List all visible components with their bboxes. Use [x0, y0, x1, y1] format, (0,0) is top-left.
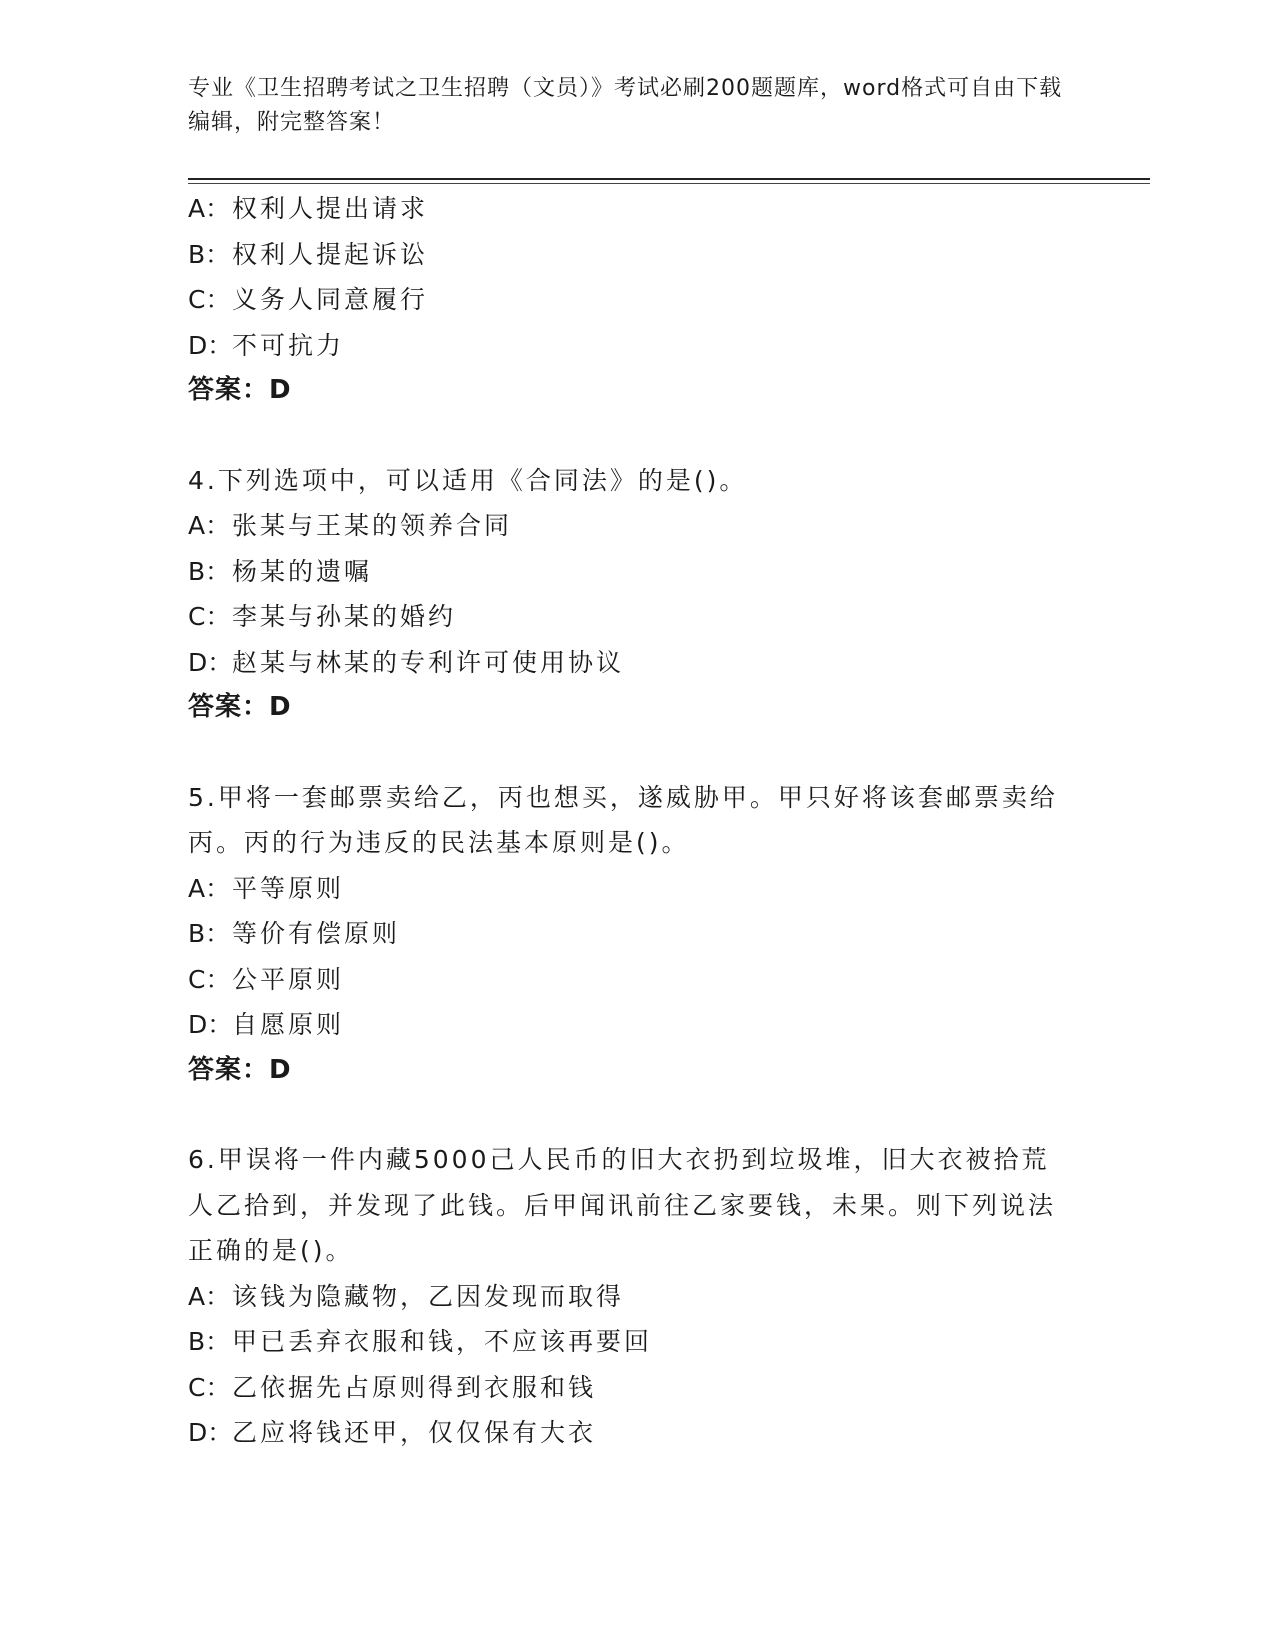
- page-header: 专业《卫生招聘考试之卫生招聘（文员）》考试必刷200题题库，word格式可自由下载编辑，附完整答案！: [188, 76, 1063, 135]
- option-text: 赵某与林某的专利许可使用协议: [232, 647, 625, 677]
- option-letter: C：: [188, 285, 231, 314]
- option-text: 杨某的遗嘱: [232, 556, 373, 586]
- question-3: [188, 186, 1088, 414]
- option-text: 李某与孙某的婚约: [232, 602, 457, 631]
- option-letter: D：: [188, 330, 233, 360]
- answer-line: 答案：D: [188, 1054, 292, 1085]
- question-stem: 4.下列选项中，可以适用《合同法》的是()。: [188, 465, 748, 495]
- question-list: [188, 186, 1088, 1456]
- option-text: 公平原则: [232, 964, 345, 994]
- option-d: [188, 323, 1088, 369]
- option-c: [188, 277, 1088, 323]
- option-letter: A：: [188, 873, 231, 903]
- option-b: [188, 549, 1088, 595]
- option-letter: B：: [188, 919, 231, 948]
- option-letter: A：: [188, 1281, 231, 1311]
- option-d: [188, 640, 1088, 686]
- answer-line: 答案：D: [188, 375, 292, 405]
- option-letter: D：: [188, 1010, 233, 1039]
- option-letter: D：: [188, 1418, 233, 1447]
- option-c: [188, 594, 1088, 640]
- header-rule-thick: [188, 178, 1150, 180]
- question-stem: 6.甲误将一件内藏5000己人民币的旧大衣扔到垃圾堆，旧大衣被拾荒人乙拾到，并发现了此钱。后甲闻讯前往乙家要钱，未果。则下列说法正确的是()。: [188, 1145, 1057, 1265]
- option-text: 张某与王某的领养合同: [232, 511, 513, 540]
- option-c: [188, 1365, 1088, 1411]
- option-text: 平等原则: [232, 873, 345, 903]
- option-letter: C：: [188, 602, 231, 631]
- option-a: [188, 503, 1088, 549]
- option-letter: B：: [188, 556, 231, 586]
- option-text: 自愿原则: [232, 1010, 345, 1039]
- option-text: 甲已丢弃衣服和钱，不应该再要回: [232, 1327, 653, 1356]
- option-text: 乙依据先占原则得到衣服和钱: [232, 1372, 597, 1402]
- question-4: [188, 458, 1088, 731]
- option-text: 权利人提出请求: [232, 194, 429, 223]
- option-a: [188, 866, 1088, 912]
- option-letter: C：: [188, 964, 231, 994]
- option-a: [188, 186, 1088, 232]
- spacer: [188, 1093, 1088, 1137]
- answer-line: 答案：D: [188, 692, 292, 722]
- option-text: 该钱为隐藏物，乙因发现而取得: [232, 1281, 625, 1311]
- option-letter: B：: [188, 239, 231, 269]
- option-text: 权利人提起诉讼: [232, 239, 429, 269]
- option-text: 义务人同意履行: [232, 285, 429, 314]
- option-text: 乙应将钱还甲，仅仅保有大衣: [232, 1418, 597, 1447]
- option-letter: C：: [188, 1372, 231, 1402]
- option-letter: D：: [188, 647, 233, 677]
- option-d: [188, 1410, 1088, 1456]
- spacer: [188, 731, 1088, 775]
- question-stem: 5.甲将一套邮票卖给乙，丙也想买，遂威胁甲。甲只好将该套邮票卖给丙。丙的行为违反的民法基本原则是()。: [188, 782, 1058, 857]
- question-6: [188, 1137, 1088, 1456]
- option-text: 等价有偿原则: [232, 919, 401, 948]
- option-b: [188, 911, 1088, 957]
- option-letter: A：: [188, 194, 231, 223]
- option-letter: A：: [188, 511, 231, 540]
- question-5: [188, 775, 1088, 1094]
- option-a: [188, 1274, 1088, 1320]
- header-rule-thin: [188, 183, 1150, 184]
- option-c: [188, 957, 1088, 1003]
- option-text: 不可抗力: [232, 330, 345, 360]
- option-b: [188, 1319, 1088, 1365]
- option-d: [188, 1002, 1088, 1048]
- spacer: [188, 414, 1088, 458]
- option-letter: B：: [188, 1327, 231, 1356]
- option-b: [188, 232, 1088, 278]
